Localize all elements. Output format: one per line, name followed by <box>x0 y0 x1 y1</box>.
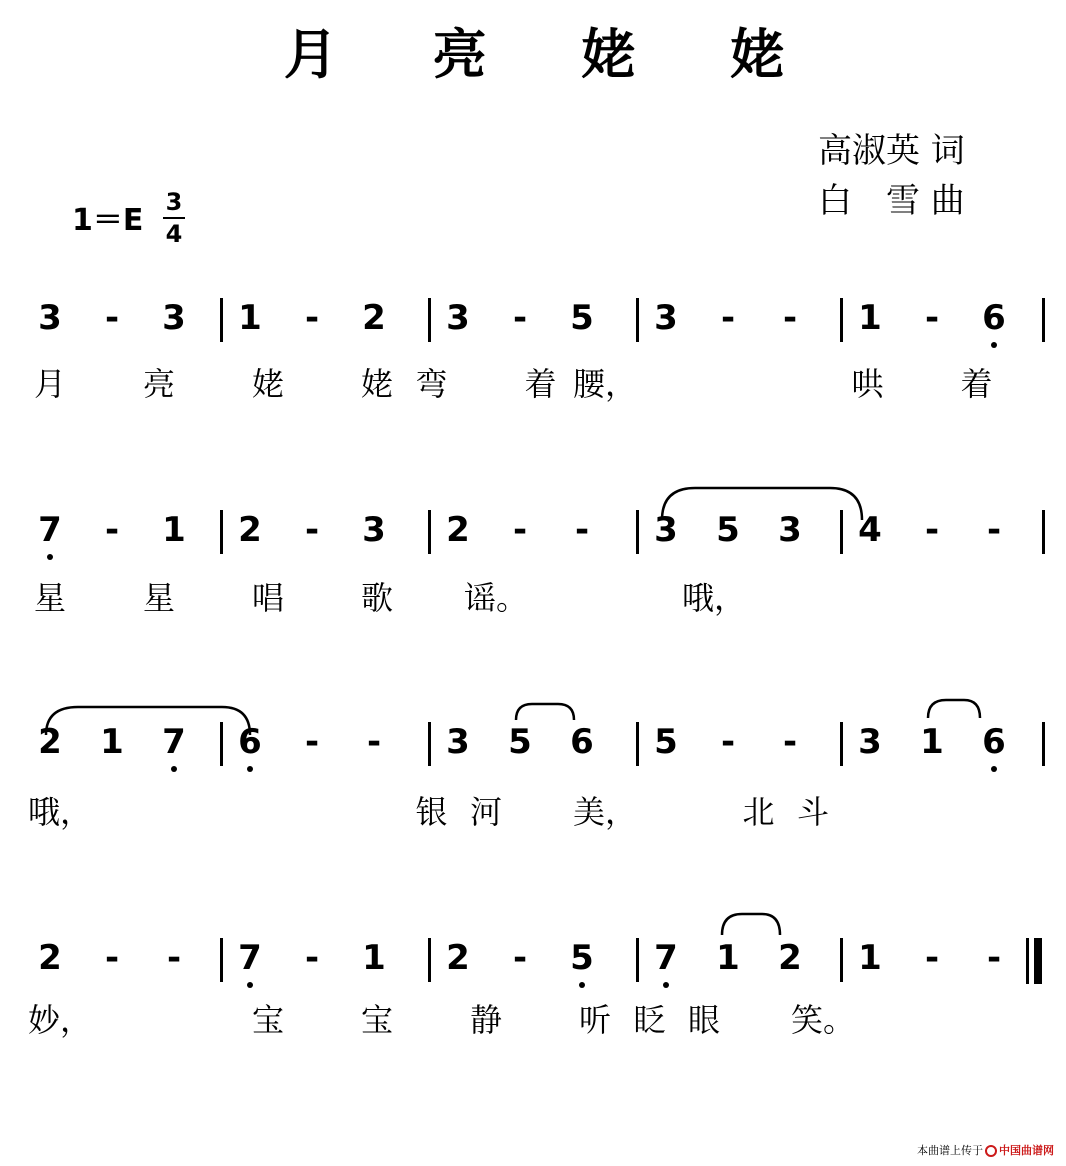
note: 1 <box>716 938 740 978</box>
barline <box>220 722 223 766</box>
note: 1 <box>100 722 124 762</box>
note-extension-dash: - <box>104 510 120 550</box>
barline <box>636 298 639 342</box>
low-octave-dot <box>171 766 177 772</box>
footer <box>917 1142 1054 1158</box>
final-barline-thin <box>1026 938 1029 984</box>
barline <box>636 722 639 766</box>
meter-divider <box>163 217 185 219</box>
barline <box>428 298 431 342</box>
barline <box>636 938 639 982</box>
note-extension-dash: - <box>924 510 940 550</box>
lyric-syllable: 笑。 <box>791 1001 856 1039</box>
barline <box>840 722 843 766</box>
barline <box>636 510 639 554</box>
note-extension-dash: - <box>104 298 120 338</box>
note: 7 <box>162 722 186 762</box>
lyric-syllable: 眨 <box>633 1001 666 1039</box>
lyric-syllable: 听 <box>578 1001 611 1039</box>
lyric-syllable: 北 <box>742 793 775 831</box>
footer-text: 本曲谱上传于 <box>917 1144 983 1157</box>
note: 1 <box>858 298 882 338</box>
barline <box>1042 722 1045 766</box>
note: 7 <box>654 938 678 978</box>
lyric-syllable: 斗 <box>796 793 829 831</box>
lyric-syllable: 腰， <box>573 365 638 403</box>
note-extension-dash: - <box>986 938 1002 978</box>
lyric-syllable: 姥 <box>360 365 393 403</box>
note: 5 <box>570 938 594 978</box>
note: 5 <box>716 510 740 550</box>
barline <box>428 722 431 766</box>
low-octave-dot <box>991 342 997 348</box>
note: 1 <box>362 938 386 978</box>
note-extension-dash: - <box>304 510 320 550</box>
note: 2 <box>362 298 386 338</box>
slur <box>516 704 574 720</box>
note-extension-dash: - <box>304 298 320 338</box>
note: 2 <box>38 722 62 762</box>
low-octave-dot <box>247 766 253 772</box>
note: 4 <box>858 510 882 550</box>
note: 1 <box>920 722 944 762</box>
low-octave-dot <box>47 554 53 560</box>
barline <box>840 298 843 342</box>
note: 7 <box>38 510 62 550</box>
note-extension-dash: - <box>512 298 528 338</box>
lyric-syllable: 谣。 <box>464 579 529 617</box>
meter-bottom: 4 <box>165 220 183 248</box>
site-logo-icon <box>985 1145 997 1157</box>
note: 3 <box>446 298 470 338</box>
barline <box>428 510 431 554</box>
slur <box>928 700 980 718</box>
final-barline-thick <box>1034 938 1042 984</box>
note-extension-dash: - <box>166 938 182 978</box>
barline <box>1042 510 1045 554</box>
lyric-syllable: 星 <box>33 579 66 617</box>
note: 6 <box>982 722 1006 762</box>
lyric-syllable: 美， <box>573 793 638 831</box>
low-octave-dot <box>579 982 585 988</box>
lyric-syllable: 宝 <box>360 1001 393 1039</box>
lyric-syllable: 哦， <box>682 579 747 617</box>
lyricist-credit: 高淑英 词 <box>818 131 965 171</box>
note: 5 <box>508 722 532 762</box>
note-extension-dash: - <box>720 722 736 762</box>
note: 1 <box>238 298 262 338</box>
note: 7 <box>238 938 262 978</box>
low-octave-dot <box>247 982 253 988</box>
note: 5 <box>654 722 678 762</box>
note: 2 <box>446 510 470 550</box>
lyric-syllable: 歌 <box>360 579 393 617</box>
note-extension-dash: - <box>512 510 528 550</box>
note-extension-dash: - <box>782 722 798 762</box>
note-extension-dash: - <box>924 298 940 338</box>
note: 2 <box>38 938 62 978</box>
lyric-syllable: 银 <box>415 793 448 831</box>
note: 3 <box>38 298 62 338</box>
note: 3 <box>778 510 802 550</box>
composer-credit: 白 雪 曲 <box>818 181 965 221</box>
lyric-syllable: 眼 <box>687 1001 720 1039</box>
note: 1 <box>162 510 186 550</box>
note-extension-dash: - <box>782 298 798 338</box>
time-signature <box>163 188 185 248</box>
note: 1 <box>858 938 882 978</box>
low-octave-dot <box>663 982 669 988</box>
lyric-syllable: 弯 <box>415 365 448 403</box>
note-extension-dash: - <box>104 938 120 978</box>
lyric-syllable: 月 <box>33 365 66 403</box>
lyric-syllable: 星 <box>142 579 175 617</box>
barline <box>1042 298 1045 342</box>
low-octave-dot <box>991 766 997 772</box>
lyric-syllable: 宝 <box>251 1001 284 1039</box>
note: 3 <box>654 510 678 550</box>
lyric-syllable: 哦， <box>28 793 93 831</box>
note: 3 <box>858 722 882 762</box>
note-extension-dash: - <box>986 510 1002 550</box>
lyric-syllable: 唱 <box>251 579 284 617</box>
lyric-syllable: 姥 <box>251 365 284 403</box>
credits <box>818 126 965 226</box>
note-extension-dash: - <box>304 938 320 978</box>
note: 6 <box>570 722 594 762</box>
key-signature: 1＝E <box>72 203 144 238</box>
note-extension-dash: - <box>924 938 940 978</box>
slur <box>662 488 862 520</box>
barline <box>220 298 223 342</box>
note: 3 <box>654 298 678 338</box>
note-extension-dash: - <box>574 510 590 550</box>
note: 3 <box>162 298 186 338</box>
note-extension-dash: - <box>366 722 382 762</box>
barline <box>840 938 843 982</box>
barline <box>428 938 431 982</box>
meter-top: 3 <box>165 188 183 216</box>
note-extension-dash: - <box>512 938 528 978</box>
note: 2 <box>238 510 262 550</box>
note-extension-dash: - <box>304 722 320 762</box>
lyric-syllable: 哄 <box>851 365 884 403</box>
barline <box>840 510 843 554</box>
lyric-syllable: 静 <box>469 1001 502 1039</box>
lyric-syllable: 妙， <box>28 1001 93 1039</box>
note: 5 <box>570 298 594 338</box>
note: 3 <box>362 510 386 550</box>
note: 3 <box>446 722 470 762</box>
barline <box>220 510 223 554</box>
note: 6 <box>982 298 1006 338</box>
barline <box>220 938 223 982</box>
lyric-syllable: 亮 <box>142 365 175 403</box>
note: 2 <box>446 938 470 978</box>
note: 6 <box>238 722 262 762</box>
song-title: 月 亮 姥 姥 <box>283 22 823 86</box>
note-extension-dash: - <box>720 298 736 338</box>
lyric-syllable: 着 <box>960 365 993 403</box>
lyric-syllable: 着 <box>524 365 557 403</box>
note: 2 <box>778 938 802 978</box>
footer-site: 中国曲谱网 <box>999 1144 1054 1157</box>
lyric-syllable: 河 <box>469 793 502 831</box>
slur <box>722 914 780 935</box>
